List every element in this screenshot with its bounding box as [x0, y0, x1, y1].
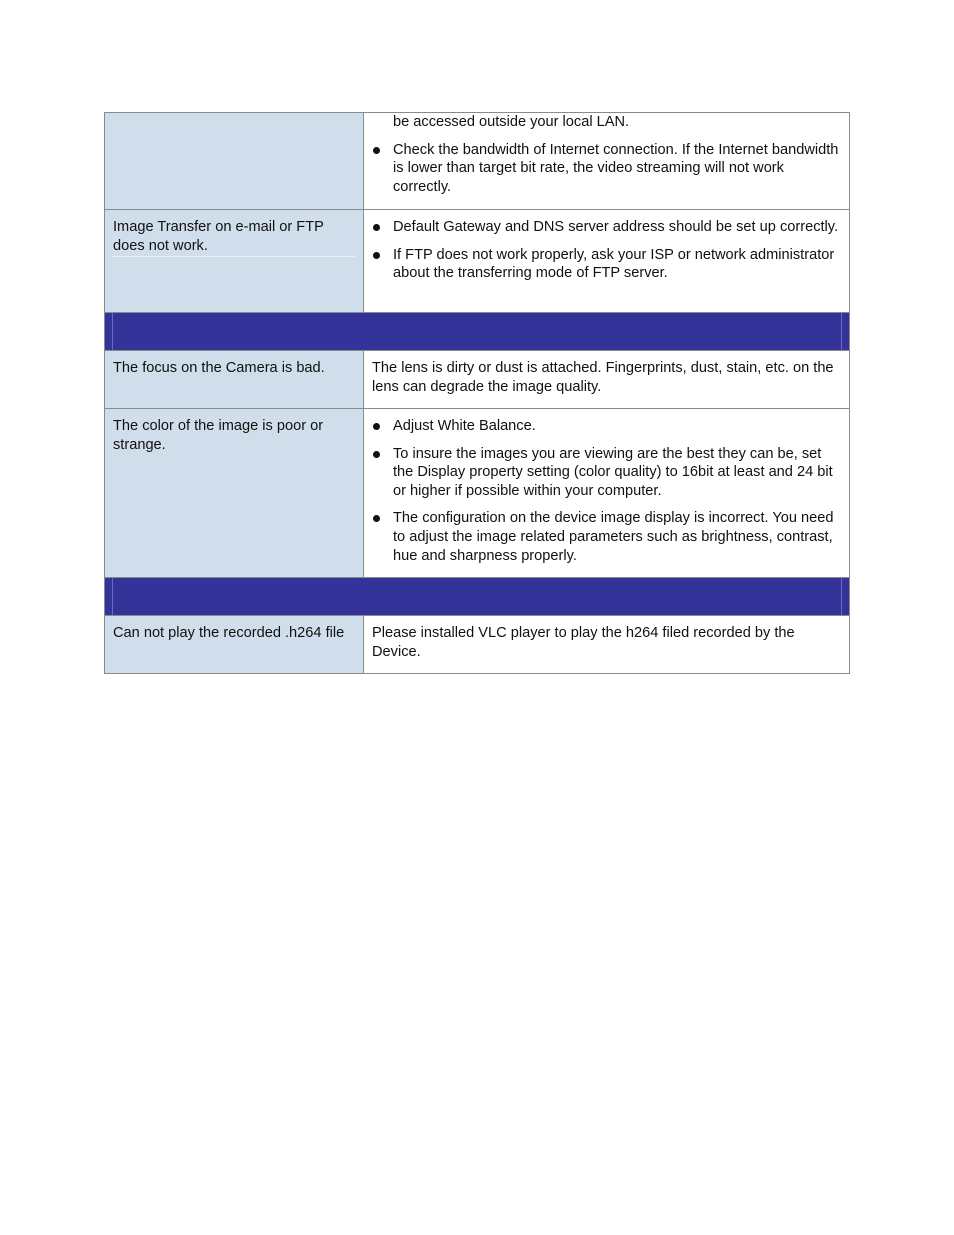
table-row [105, 408, 849, 577]
solution-list [372, 417, 843, 565]
problem-cell [105, 113, 364, 209]
solution-cell [364, 409, 849, 577]
problem-text: Can not play the recorded .h264 file [113, 625, 345, 641]
problem-cell [105, 409, 364, 577]
troubleshooting-table [104, 112, 850, 674]
solution-text: Please installed VLC player to play the h264 filed recorded by the Device. [372, 625, 795, 660]
solution-cell [364, 210, 849, 312]
solution-item: The configuration on the device image display is incorrect. You need to adjust the image related parameters such as brightness, contrast, hue and sharpness properly. [372, 509, 843, 565]
problem-cell [105, 616, 364, 673]
solution-item: Adjust White Balance. [372, 417, 843, 436]
solution-cell [364, 351, 849, 408]
section-header-bar [105, 577, 849, 615]
problem-cell [105, 351, 364, 408]
solution-list [372, 113, 843, 196]
solution-text: The lens is dirty or dust is attached. Fingerprints, dust, stain, etc. on the lens can degrade the image quality. [372, 360, 834, 395]
problem-cell [105, 210, 364, 312]
solution-list [372, 218, 843, 283]
problem-text: The color of the image is poor or strange. [113, 418, 324, 453]
problem-text: The focus on the Camera is bad. [113, 360, 325, 376]
problem-text: Image Transfer on e-mail or FTP does not work. [113, 219, 324, 254]
solution-item: To insure the images you are viewing are the best they can be, set the Display property setting (color quality) to 16bit at least and 24 bit or higher if possible within your computer. [372, 445, 843, 501]
solution-cell [364, 616, 849, 673]
solution-cell [364, 113, 849, 209]
solution-item-continued: be accessed outside your local LAN. [393, 114, 630, 130]
table-row [105, 615, 849, 673]
table-row [105, 350, 849, 408]
cell-divider [113, 256, 355, 257]
table-row [105, 209, 849, 312]
solution-item: Default Gateway and DNS server address should be set up correctly. [372, 218, 843, 237]
solution-item: Check the bandwidth of Internet connection. If the Internet bandwidth is lower than target bit rate, the video streaming will not work correctly. [372, 141, 843, 197]
section-header-bar [105, 312, 849, 350]
table-row [105, 113, 849, 209]
solution-item: If FTP does not work properly, ask your ISP or network administrator about the transferring mode of FTP server. [372, 246, 843, 283]
